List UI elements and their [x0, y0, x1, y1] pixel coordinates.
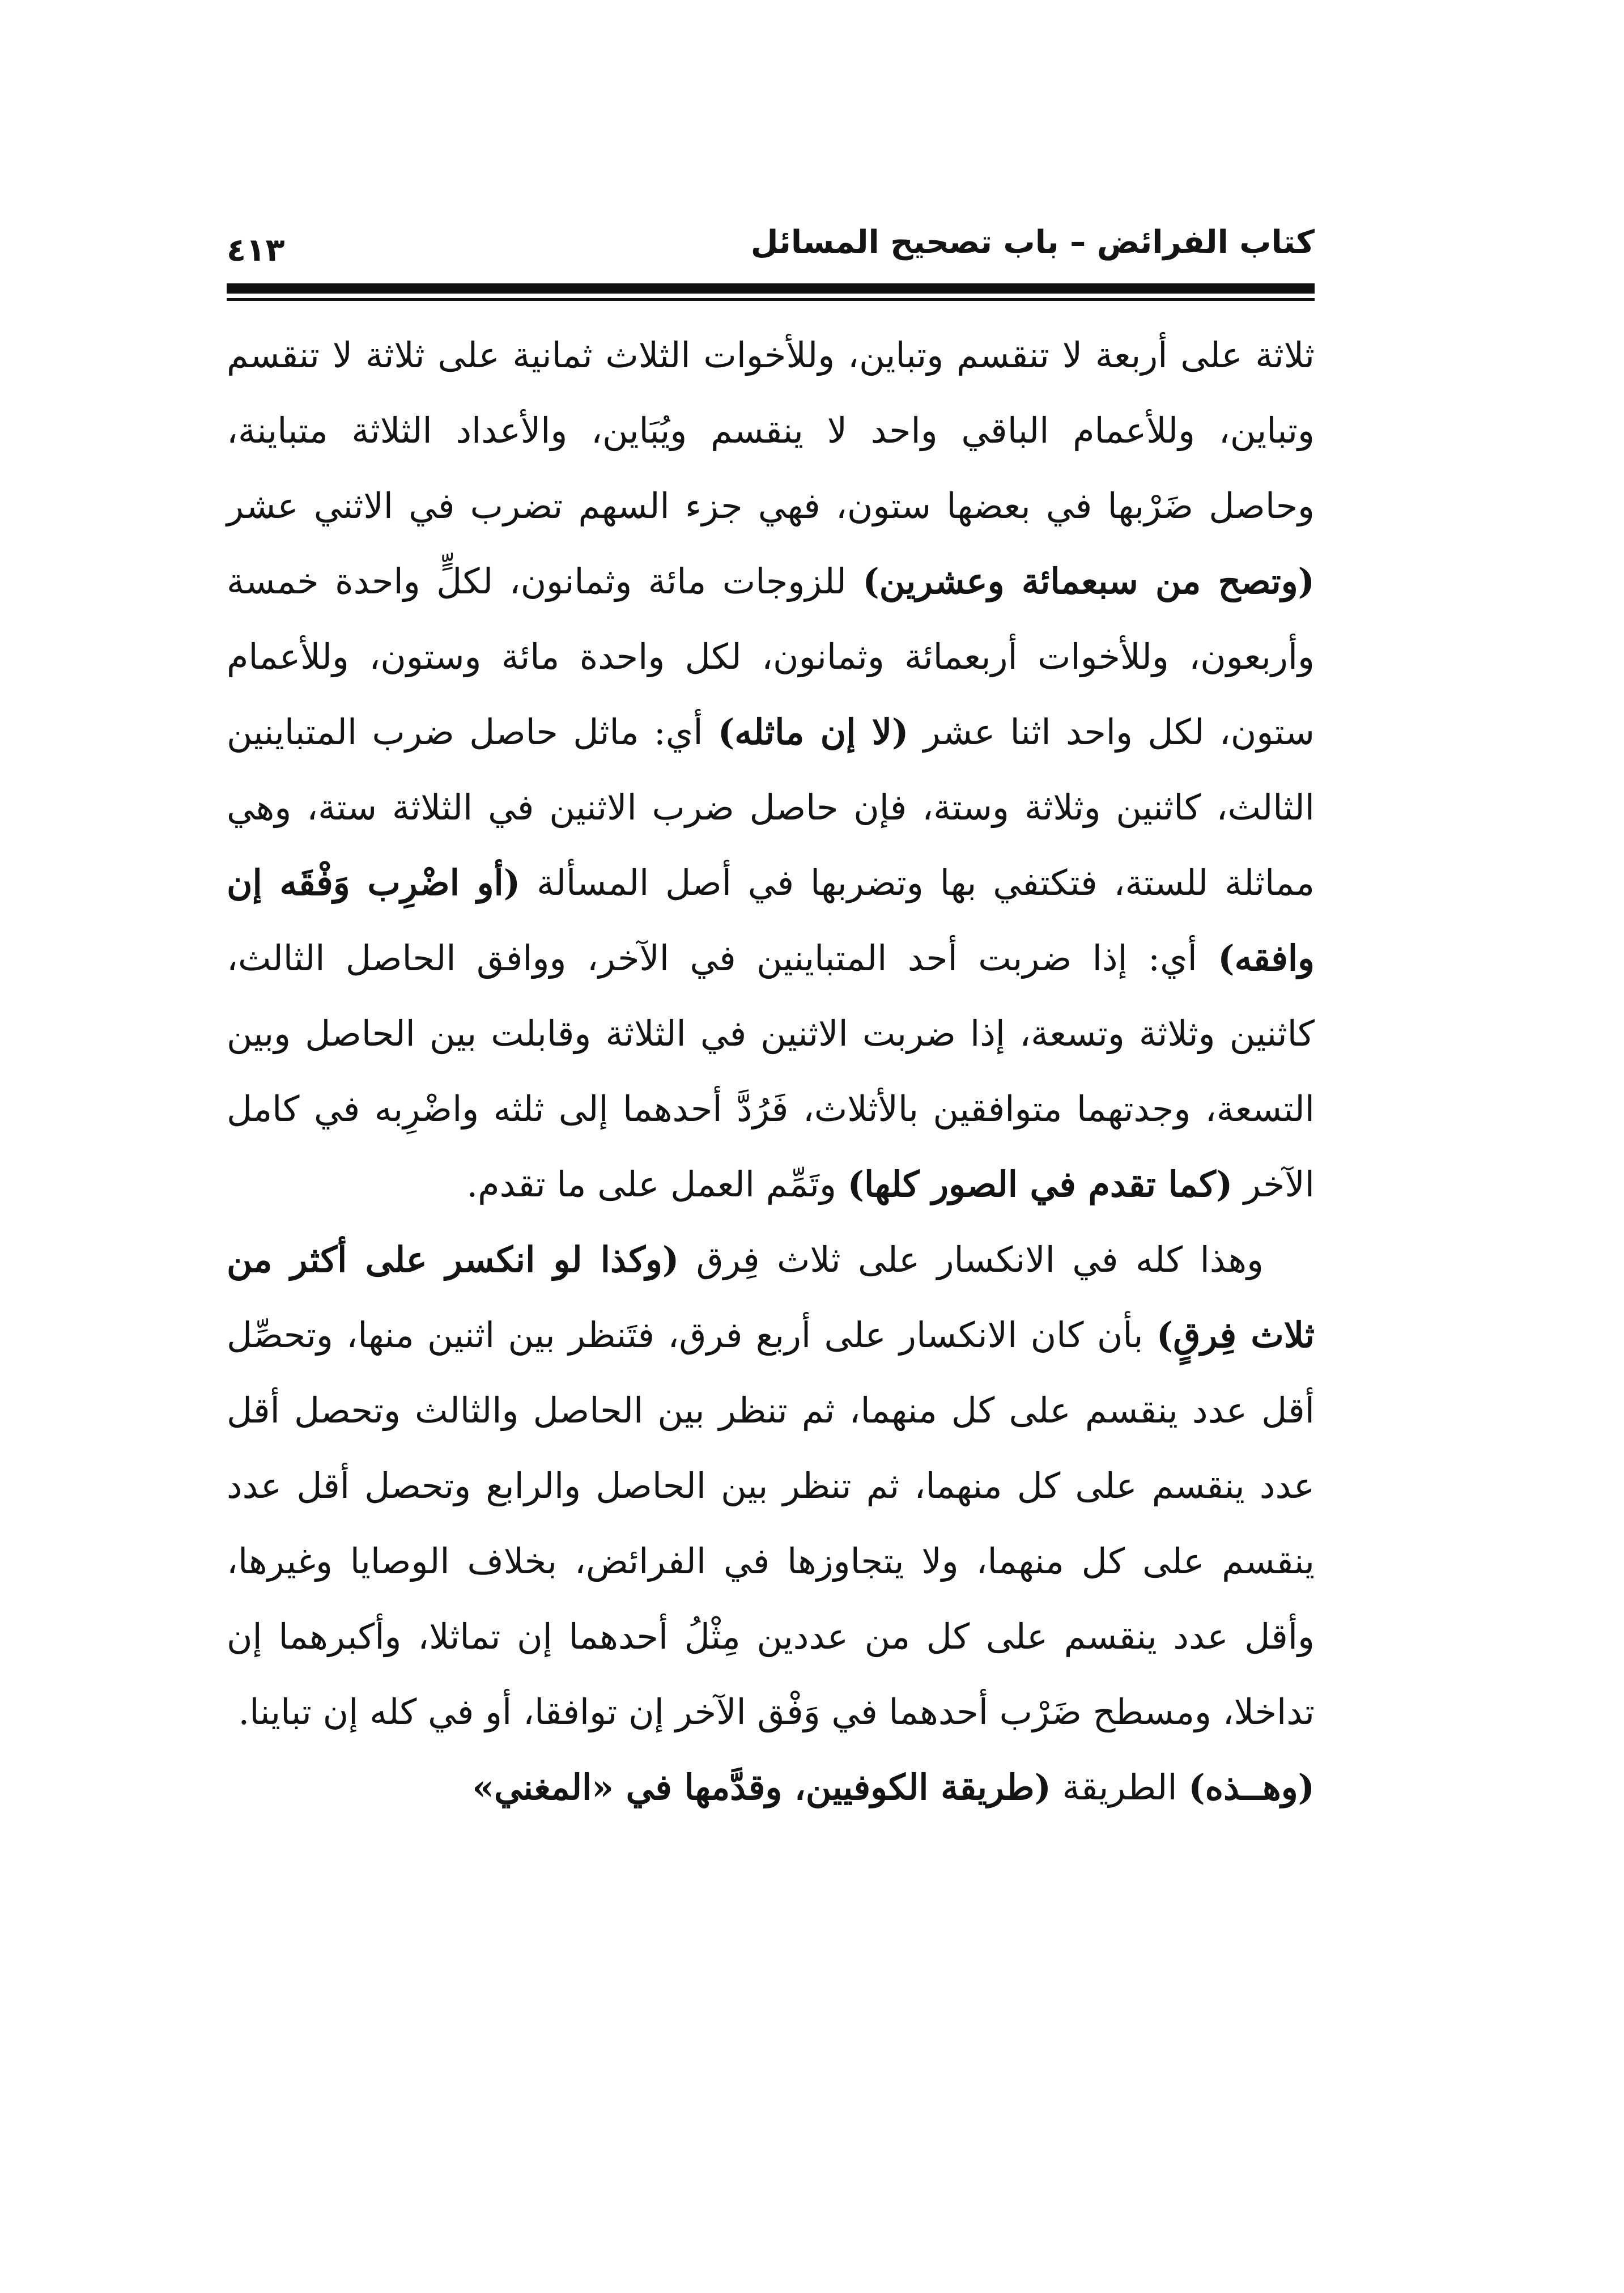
text-span: أي: ماثل حاصل ضرب المتباينين الثالث، كاثنين وثلاثة وستة، فإن حاصل ضرب الاثنين في الثلاثة ستة، وهي مماثلة للستة، فتكتفي بها وتضربها في أصل المسألة: [227, 711, 1315, 903]
bold-text-span: (طريقة الكوفيين، وقدَّمها في «المغني»: [472, 1767, 1051, 1808]
running-title: كتاب الفرائض – باب تصحيح المسائل: [750, 224, 1315, 261]
body-text: [227, 317, 1315, 1825]
bold-text-span: (وتصح من سبعمائة وعشرين): [862, 560, 1315, 602]
page-number: ٤١٣: [227, 232, 285, 269]
text-span: ثلاثة على أربعة لا تنقسم وتباين، وللأخوات الثلاث ثمانية على ثلاثة لا تنقسم وتباين، وللأعمام الباقي واحد لا ينقسم ويُبَاين، والأعداد الثلاثة متباينة، وحاصل ضَرْبها في بعضها ستون، فهي جزء السهم تضرب في الاثني عشر: [227, 334, 1315, 526]
bold-text-span: (أو اضْرِب وَفْقَه إن وافقه): [227, 862, 1315, 979]
text-span: أي: إذا ضربت أحد المتباينين في الآخر، ووافق الحاصل الثالث، كاثنين وثلاثة وتسعة، إذا ضربت الاثنين في الثلاثة وقابلت بين الحاصل وبين التسعة، وجدتهما متوافقين بالأثلاث، فَرُدَّ أحدهما إلى ثلثه واضْرِبه في كامل الآخر: [227, 937, 1315, 1205]
header-rule-thin: [227, 298, 1315, 301]
text-span: وهذا كله في الانكسار على ثلاث فِرق: [679, 1239, 1264, 1280]
header-rule-thick: [227, 283, 1315, 294]
text-span: وتَمِّم العمل على ما تقدم.: [466, 1164, 848, 1205]
bold-text-span: (كما تقدم في الصور كلها): [847, 1164, 1233, 1205]
text-span: الطريقة: [1051, 1767, 1189, 1808]
paragraph: [227, 1750, 1315, 1825]
page-header: [227, 215, 1315, 278]
bold-text-span: (وهــذه): [1188, 1767, 1315, 1808]
bold-text-span: (وكذا لو انكسر على أكثر من ثلاث فِرقٍ): [227, 1239, 1315, 1356]
bold-text-span: (لا إن ماثله): [717, 711, 909, 753]
paragraph: [227, 317, 1315, 1222]
paragraph: [227, 1222, 1315, 1750]
text-span: بأن كان الانكسار على أربع فرق، فتَنظر بين اثنين منها، وتحصِّل أقل عدد ينقسم على كل منهما، ثم تنظر بين الحاصل والثالث وتحصل أقل عدد ينقسم على كل منهما، ثم تنظر بين الحاصل والرابع وتحصل أقل عدد ينقسم على كل منهما، ولا يتجاوزها في الفرائض، بخلاف الوصايا وغيرها، وأقل عدد ينقسم على كل من عددين مِثْلُ أحدهما إن تماثلا، وأكبرهما إن تداخلا، ومسطح ضَرْب أحدهما في وَفْق الآخر إن توافقا، أو في كله إن تباينا.: [227, 1314, 1315, 1733]
text-span: للزوجات مائة وثمانون، لكلٍّ واحدة خمسة وأربعون، وللأخوات أربعمائة وثمانون، لكل واحدة مائة وستون، وللأعمام ستون، لكل واحد اثنا عشر: [227, 560, 1315, 753]
